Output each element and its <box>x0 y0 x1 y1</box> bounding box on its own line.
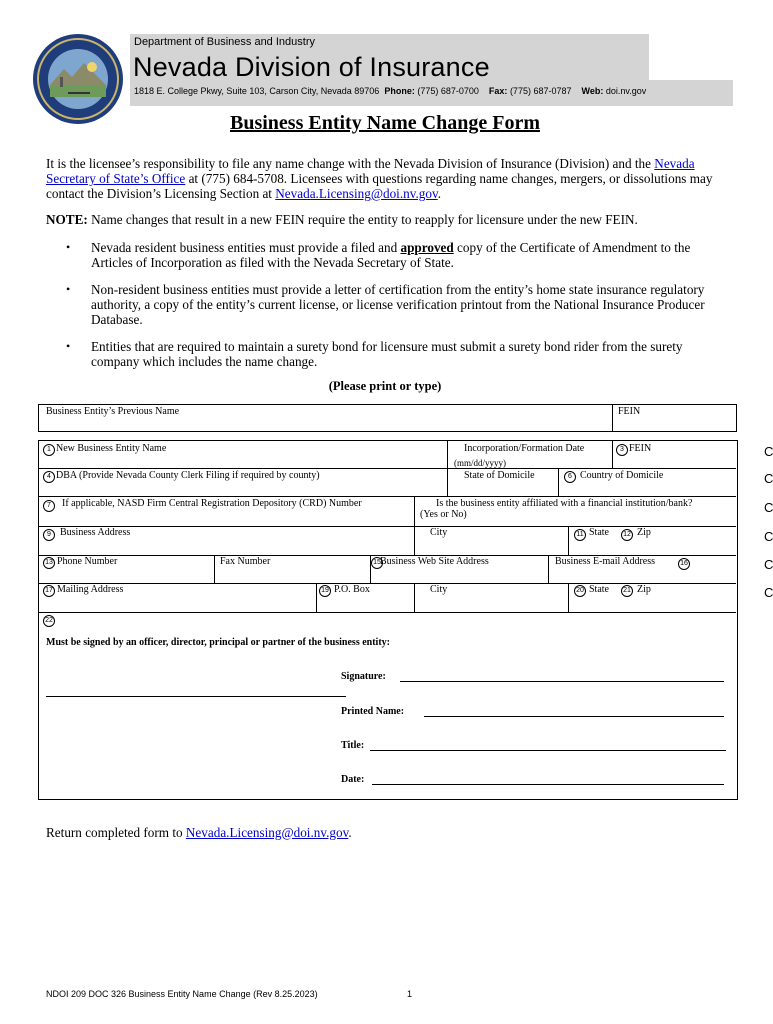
return-email-link[interactable]: Nevada.Licensing@doi.nv.gov <box>185 825 349 840</box>
divider <box>548 555 549 583</box>
agency-address: 1818 E. College Pkwy, Suite 103, Carson City, Nevada 89706 <box>134 86 380 96</box>
divider <box>214 555 215 583</box>
inc-date-format: (mm/dd/yyyy) <box>454 458 506 468</box>
field-number: 17 <box>43 585 55 597</box>
edge-mark: C <box>764 529 773 544</box>
approved-emphasis: approved <box>400 240 454 255</box>
signature-heading: Must be signed by an officer, director, principal or partner of the business entity: <box>46 637 390 648</box>
intro-text-c: . <box>437 186 441 201</box>
edge-mark: C <box>764 471 773 486</box>
divider <box>612 404 613 431</box>
title-label: Title: <box>341 740 365 751</box>
field-number: 1 <box>43 444 55 456</box>
form-title: Business Entity Name Change Form <box>229 112 540 134</box>
state-label-2: State <box>589 584 609 595</box>
bullet-2: • <box>66 282 71 296</box>
edge-mark: C <box>764 500 773 515</box>
fein-new-label: FEIN <box>629 443 652 454</box>
licensing-email-link[interactable]: Nevada.Licensing@doi.nv.gov <box>275 186 438 201</box>
agency-fax: (775) 687-0787 <box>509 86 572 96</box>
fein-label: FEIN <box>618 406 641 417</box>
field-number: 3 <box>616 444 628 456</box>
divider <box>414 496 415 526</box>
country-domicile-label: Country of Domicile <box>580 470 664 481</box>
field-number: 22 <box>43 615 55 627</box>
field-number: 6 <box>564 471 576 483</box>
fax-number-label: Fax Number <box>220 556 271 567</box>
bullet-3: • <box>66 339 71 353</box>
divider <box>414 526 415 555</box>
phone-number-label: Phone Number <box>57 556 118 567</box>
row-line <box>38 612 736 613</box>
divider <box>558 468 559 496</box>
field-number: 21 <box>621 585 633 597</box>
edge-mark: C <box>764 444 773 459</box>
note-label: NOTE: <box>46 212 88 227</box>
web-label: Web: <box>581 86 604 96</box>
return-instruction <box>46 825 352 841</box>
date-label: Date: <box>341 774 365 785</box>
note-text: Name changes that result in a new FEIN require the entity to reapply for licensure under the new FEIN. <box>87 212 638 227</box>
state-label: State <box>589 527 609 538</box>
field-number: 11 <box>574 529 586 541</box>
signature-blank-line <box>46 696 346 697</box>
edge-mark: C <box>764 557 773 572</box>
footer-doc-id: NDOI 209 DOC 326 Business Entity Name Change (Rev 8.25.2023) <box>46 989 318 999</box>
print-note: (Please print or type) <box>328 379 442 393</box>
intro-text-b: at (775) 684-5708. Licensees with questions regarding name changes, mergers, or dissolutions may contact the Division’s Licensing Section at <box>46 171 713 201</box>
agency-title: Nevada Division of Insurance <box>133 52 490 82</box>
page-number: 1 <box>407 989 413 999</box>
yes-no-label: (Yes or No) <box>420 509 467 520</box>
divider <box>447 440 448 496</box>
crd-label: If applicable, NASD Firm Central Registration Depository (CRD) Number <box>62 498 362 509</box>
row-line <box>38 526 736 527</box>
phone-label: Phone: <box>384 86 415 96</box>
note-paragraph <box>46 212 736 227</box>
field-number: 7 <box>43 500 55 512</box>
divider <box>414 583 415 612</box>
bullet-1-a: Nevada resident business entities must provide a filed and <box>91 240 401 255</box>
bullet-text-3: Entities that are required to maintain a surety bond for licensure must submit a surety bond rider from the surety company which includes the name change. <box>91 339 683 369</box>
fax-label: Fax: <box>488 86 508 96</box>
sos-office-link[interactable]: Nevada Secretary of State’s Office <box>46 156 695 186</box>
mailing-address-label: Mailing Address <box>57 584 124 595</box>
divider <box>568 583 569 612</box>
return-text: Return completed form to <box>46 825 186 840</box>
row-line <box>38 468 736 469</box>
printed-name-field[interactable] <box>424 716 724 717</box>
department-name: Department of Business and Industry <box>134 36 315 48</box>
previous-name-label: Business Entity’s Previous Name <box>46 406 180 417</box>
field-number: 15 <box>371 557 383 569</box>
return-end: . <box>348 825 352 840</box>
edge-mark: C <box>764 585 773 600</box>
title-field[interactable] <box>370 750 726 751</box>
field-number: 16 <box>678 558 690 570</box>
bullet-text-2: Non-resident business entities must provide a letter of certification from the entity’s home state insurance regulatory authority, a copy of the entity’s current license, or license verification printout from the National Insurance Producer Database. <box>91 282 705 327</box>
email-label: Business E-mail Address <box>555 556 655 567</box>
dba-label: DBA (Provide Nevada County Clerk Filing if required by county) <box>56 470 320 481</box>
bullet-1: • <box>66 240 71 254</box>
zip-label: Zip <box>637 527 651 538</box>
field-number: 13 <box>43 557 55 569</box>
new-name-label: New Business Entity Name <box>56 443 167 454</box>
field-number: 4 <box>43 471 55 483</box>
city-label: City <box>430 527 448 538</box>
date-field[interactable] <box>372 784 724 785</box>
divider <box>316 583 317 612</box>
agency-web: doi.nv.gov <box>605 86 647 96</box>
field-number: 20 <box>574 585 586 597</box>
agency-contact <box>134 86 646 96</box>
field-number: 12 <box>621 529 633 541</box>
divider <box>612 440 613 468</box>
po-box-label: P.O. Box <box>334 584 370 595</box>
website-label: Business Web Site Address <box>380 556 489 567</box>
divider <box>568 526 569 555</box>
intro-text-a: It is the licensee’s responsibility to file any name change with the Nevada Division of Insurance (Division) and the <box>46 156 655 171</box>
signature-field[interactable] <box>400 681 724 682</box>
state-domicile-label: State of Domicile <box>464 470 535 481</box>
business-address-label: Business Address <box>60 527 131 538</box>
printed-name-label: Printed Name: <box>341 706 405 717</box>
bullet-1-b: copy of the Certificate of Amendment to the Articles of Incorporation as filed with the Nevada Secretary of State. <box>91 240 691 270</box>
city-label-2: City <box>430 584 448 595</box>
row-line <box>38 496 736 497</box>
affiliated-label: Is the business entity affiliated with a financial institution/bank? <box>436 498 693 509</box>
bullet-text-1 <box>91 240 731 270</box>
field-number: 19 <box>319 585 331 597</box>
zip-label-2: Zip <box>637 584 651 595</box>
field-number: 9 <box>43 529 55 541</box>
agency-phone: (775) 687-0700 <box>417 86 479 96</box>
row-line <box>38 583 736 584</box>
signature-label: Signature: <box>341 671 386 682</box>
intro-paragraph <box>46 156 736 201</box>
entity-info-form <box>38 440 738 800</box>
inc-date-label: Incorporation/Formation Date <box>464 443 585 454</box>
